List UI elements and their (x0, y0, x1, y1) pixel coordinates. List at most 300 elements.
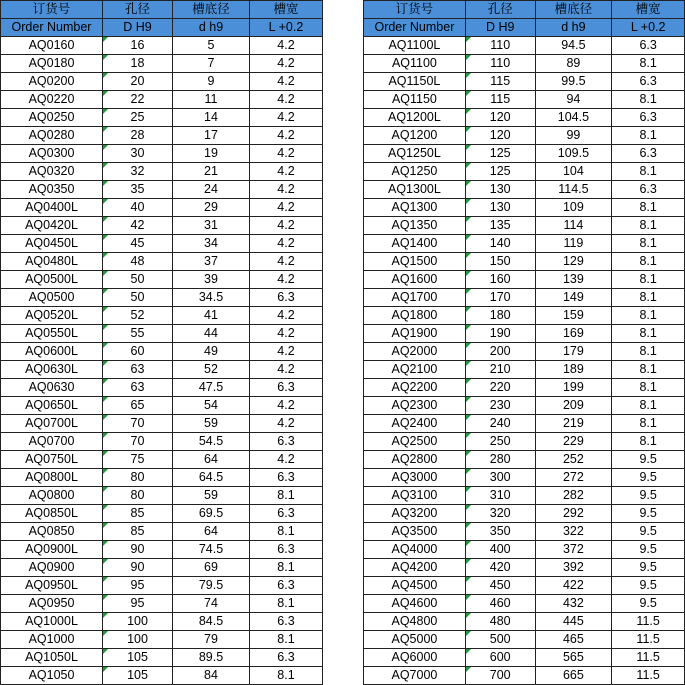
bore-diameter-cell: 22 (103, 91, 173, 109)
order-number-cell: AQ2800 (364, 451, 466, 469)
table-row (1, 577, 323, 595)
groove-width-cell: 4.2 (250, 181, 323, 199)
table-row (364, 109, 685, 127)
groove-width-cell: 4.2 (250, 145, 323, 163)
groove-diameter-cell: 665 (535, 667, 612, 685)
table-row (1, 649, 323, 667)
groove-diameter-cell: 322 (535, 523, 612, 541)
bore-header-en: D H9 (465, 19, 535, 37)
table-row (1, 487, 323, 505)
order-number-cell: AQ4800 (364, 613, 466, 631)
order-number-cell: AQ0250 (1, 109, 103, 127)
groove-diameter-cell: 104.5 (535, 109, 612, 127)
order-number-cell: AQ0480L (1, 253, 103, 271)
left-spec-table (0, 0, 323, 685)
order-number-cell: AQ0520L (1, 307, 103, 325)
table-row (364, 55, 685, 73)
table-row (1, 163, 323, 181)
groove-width-cell: 4.2 (250, 163, 323, 181)
groove-width-cell: 4.2 (250, 91, 323, 109)
table-row (364, 595, 685, 613)
groove-diameter-cell: 64.5 (173, 469, 250, 487)
groove-diameter-cell: 41 (173, 307, 250, 325)
bore-header-en: D H9 (103, 19, 173, 37)
table-row (364, 523, 685, 541)
order-number-cell: AQ0900 (1, 559, 103, 577)
groove-width-cell: 8.1 (612, 415, 685, 433)
groove-width-cell: 6.3 (250, 469, 323, 487)
table-row (1, 127, 323, 145)
bore-diameter-cell: 135 (465, 217, 535, 235)
bore-diameter-cell: 160 (465, 271, 535, 289)
order-number-cell: AQ0500 (1, 289, 103, 307)
groove-diameter-cell: 64 (173, 523, 250, 541)
groove-diameter-cell: 84 (173, 667, 250, 685)
bore-diameter-cell: 500 (465, 631, 535, 649)
groove-diameter-cell: 114.5 (535, 181, 612, 199)
groove-width-header-cn: 槽宽 (612, 1, 685, 19)
groove-diameter-cell: 47.5 (173, 379, 250, 397)
groove-width-cell: 8.1 (612, 289, 685, 307)
groove-diameter-cell: 422 (535, 577, 612, 595)
bore-diameter-cell: 30 (103, 145, 173, 163)
order-number-cell: AQ0550L (1, 325, 103, 343)
table-row (1, 145, 323, 163)
table-row (1, 415, 323, 433)
table-row (364, 307, 685, 325)
bore-diameter-cell: 125 (465, 163, 535, 181)
order-number-cell: AQ0750L (1, 451, 103, 469)
table-row (364, 253, 685, 271)
groove-diameter-cell: 59 (173, 415, 250, 433)
bore-diameter-cell: 150 (465, 253, 535, 271)
bore-diameter-cell: 110 (465, 55, 535, 73)
groove-diameter-header-en: d h9 (173, 19, 250, 37)
groove-diameter-cell: 11 (173, 91, 250, 109)
groove-diameter-cell: 272 (535, 469, 612, 487)
table-row (364, 343, 685, 361)
table-row (364, 667, 685, 685)
table-row (364, 235, 685, 253)
bore-diameter-cell: 210 (465, 361, 535, 379)
groove-width-cell: 8.1 (612, 397, 685, 415)
order-number-cell: AQ1300 (364, 199, 466, 217)
bore-diameter-cell: 52 (103, 307, 173, 325)
table-row (364, 289, 685, 307)
order-number-cell: AQ0950L (1, 577, 103, 595)
table-row (1, 613, 323, 631)
order-number-cell: AQ0630 (1, 379, 103, 397)
groove-diameter-cell: 445 (535, 613, 612, 631)
groove-diameter-cell: 29 (173, 199, 250, 217)
groove-diameter-cell: 21 (173, 163, 250, 181)
table-row (364, 199, 685, 217)
groove-width-cell: 8.1 (612, 55, 685, 73)
groove-width-cell: 6.3 (250, 649, 323, 667)
table-row (364, 397, 685, 415)
groove-width-cell: 9.5 (612, 505, 685, 523)
table-row (364, 541, 685, 559)
table-row (1, 235, 323, 253)
order-number-cell: AQ4200 (364, 559, 466, 577)
groove-width-cell: 4.2 (250, 235, 323, 253)
groove-width-cell: 6.3 (612, 109, 685, 127)
groove-width-cell: 4.2 (250, 37, 323, 55)
groove-diameter-cell: 34 (173, 235, 250, 253)
groove-diameter-cell: 372 (535, 541, 612, 559)
groove-width-header-en: L +0.2 (612, 19, 685, 37)
groove-width-cell: 6.3 (250, 577, 323, 595)
table-row (1, 289, 323, 307)
groove-width-cell: 8.1 (612, 199, 685, 217)
order-number-cell: AQ0900L (1, 541, 103, 559)
groove-diameter-cell: 119 (535, 235, 612, 253)
groove-diameter-cell: 84.5 (173, 613, 250, 631)
order-number-cell: AQ2300 (364, 397, 466, 415)
table-row (1, 469, 323, 487)
groove-width-cell: 8.1 (612, 127, 685, 145)
table-row (364, 487, 685, 505)
bore-diameter-cell: 450 (465, 577, 535, 595)
bore-diameter-cell: 18 (103, 55, 173, 73)
table-row (1, 55, 323, 73)
bore-header-cn: 孔径 (465, 1, 535, 19)
bore-diameter-cell: 140 (465, 235, 535, 253)
table-row (1, 595, 323, 613)
groove-width-cell: 8.1 (250, 487, 323, 505)
groove-width-cell: 8.1 (250, 631, 323, 649)
groove-diameter-cell: 79.5 (173, 577, 250, 595)
groove-width-cell: 4.2 (250, 73, 323, 91)
table-row (1, 271, 323, 289)
groove-width-cell: 9.5 (612, 559, 685, 577)
groove-diameter-cell: 74.5 (173, 541, 250, 559)
groove-diameter-cell: 69.5 (173, 505, 250, 523)
bore-diameter-cell: 25 (103, 109, 173, 127)
groove-diameter-cell: 19 (173, 145, 250, 163)
order-number-cell: AQ1200L (364, 109, 466, 127)
order-number-cell: AQ4600 (364, 595, 466, 613)
table-row (364, 613, 685, 631)
bore-diameter-cell: 85 (103, 505, 173, 523)
table-row (1, 505, 323, 523)
order-number-cell: AQ1900 (364, 325, 466, 343)
groove-diameter-cell: 54.5 (173, 433, 250, 451)
bore-diameter-cell: 600 (465, 649, 535, 667)
bore-diameter-cell: 32 (103, 163, 173, 181)
order-number-cell: AQ0200 (1, 73, 103, 91)
groove-diameter-cell: 49 (173, 343, 250, 361)
table-row (1, 541, 323, 559)
right-table-body (364, 37, 685, 685)
bore-diameter-cell: 95 (103, 577, 173, 595)
right-table-header (364, 1, 685, 37)
groove-diameter-cell: 392 (535, 559, 612, 577)
bore-diameter-cell: 310 (465, 487, 535, 505)
groove-diameter-cell: 99 (535, 127, 612, 145)
order-number-cell: AQ1400 (364, 235, 466, 253)
bore-diameter-cell: 90 (103, 559, 173, 577)
right-spec-table (363, 0, 685, 685)
table-row (364, 361, 685, 379)
table-row (1, 199, 323, 217)
groove-width-cell: 8.1 (612, 217, 685, 235)
groove-diameter-cell: 34.5 (173, 289, 250, 307)
groove-diameter-cell: 169 (535, 325, 612, 343)
bore-diameter-cell: 180 (465, 307, 535, 325)
groove-diameter-cell: 69 (173, 559, 250, 577)
order-number-cell: AQ1300L (364, 181, 466, 199)
groove-diameter-cell: 229 (535, 433, 612, 451)
groove-width-cell: 8.1 (612, 271, 685, 289)
bore-diameter-cell: 170 (465, 289, 535, 307)
bore-diameter-cell: 65 (103, 397, 173, 415)
groove-diameter-cell: 9 (173, 73, 250, 91)
order-number-cell: AQ0450L (1, 235, 103, 253)
table-row (1, 397, 323, 415)
order-number-cell: AQ3200 (364, 505, 466, 523)
groove-width-cell: 8.1 (612, 163, 685, 181)
bore-diameter-cell: 220 (465, 379, 535, 397)
groove-width-cell: 9.5 (612, 577, 685, 595)
bore-diameter-cell: 400 (465, 541, 535, 559)
table-row (364, 145, 685, 163)
groove-width-cell: 11.5 (612, 613, 685, 631)
groove-diameter-cell: 282 (535, 487, 612, 505)
bore-diameter-cell: 60 (103, 343, 173, 361)
groove-diameter-cell: 129 (535, 253, 612, 271)
bore-diameter-cell: 115 (465, 91, 535, 109)
groove-diameter-cell: 219 (535, 415, 612, 433)
bore-diameter-cell: 190 (465, 325, 535, 343)
order-number-cell: AQ0180 (1, 55, 103, 73)
groove-diameter-cell: 114 (535, 217, 612, 235)
table-row (364, 181, 685, 199)
table-row (364, 451, 685, 469)
bore-diameter-cell: 110 (465, 37, 535, 55)
table-row (1, 361, 323, 379)
groove-diameter-cell: 104 (535, 163, 612, 181)
table-row (1, 91, 323, 109)
order-number-header-en: Order Number (364, 19, 466, 37)
groove-diameter-cell: 189 (535, 361, 612, 379)
groove-width-cell: 4.2 (250, 397, 323, 415)
order-number-cell: AQ0650L (1, 397, 103, 415)
bore-diameter-cell: 300 (465, 469, 535, 487)
order-number-cell: AQ1350 (364, 217, 466, 235)
order-number-cell: AQ2200 (364, 379, 466, 397)
order-number-cell: AQ0800 (1, 487, 103, 505)
order-number-cell: AQ1100 (364, 55, 466, 73)
table-row (1, 433, 323, 451)
groove-width-cell: 4.2 (250, 127, 323, 145)
bore-diameter-cell: 700 (465, 667, 535, 685)
table-row (364, 577, 685, 595)
bore-diameter-cell: 45 (103, 235, 173, 253)
table-row (364, 271, 685, 289)
groove-width-cell: 4.2 (250, 55, 323, 73)
groove-diameter-header-en: d h9 (535, 19, 612, 37)
bore-diameter-cell: 350 (465, 523, 535, 541)
order-number-cell: AQ1150 (364, 91, 466, 109)
groove-width-cell: 4.2 (250, 109, 323, 127)
groove-diameter-cell: 54 (173, 397, 250, 415)
table-row (364, 649, 685, 667)
bore-diameter-cell: 230 (465, 397, 535, 415)
order-number-cell: AQ0400L (1, 199, 103, 217)
bore-diameter-cell: 80 (103, 487, 173, 505)
groove-width-cell: 6.3 (250, 379, 323, 397)
bore-diameter-cell: 63 (103, 379, 173, 397)
bore-diameter-cell: 50 (103, 289, 173, 307)
groove-diameter-cell: 159 (535, 307, 612, 325)
order-number-header-cn: 订货号 (364, 1, 466, 19)
table-row (1, 181, 323, 199)
groove-diameter-cell: 52 (173, 361, 250, 379)
groove-width-cell: 11.5 (612, 667, 685, 685)
order-number-cell: AQ1050L (1, 649, 103, 667)
order-number-cell: AQ1250 (364, 163, 466, 181)
table-row (364, 415, 685, 433)
table-row (1, 325, 323, 343)
bore-diameter-cell: 80 (103, 469, 173, 487)
groove-width-cell: 6.3 (250, 433, 323, 451)
groove-width-cell: 8.1 (612, 235, 685, 253)
groove-diameter-cell: 252 (535, 451, 612, 469)
order-number-cell: AQ2000 (364, 343, 466, 361)
groove-diameter-cell: 74 (173, 595, 250, 613)
bore-diameter-cell: 75 (103, 451, 173, 469)
groove-width-cell: 8.1 (250, 559, 323, 577)
order-number-cell: AQ1050 (1, 667, 103, 685)
table-row (1, 379, 323, 397)
bore-diameter-cell: 95 (103, 595, 173, 613)
order-number-cell: AQ0700 (1, 433, 103, 451)
groove-width-cell: 9.5 (612, 469, 685, 487)
order-number-cell: AQ0700L (1, 415, 103, 433)
groove-diameter-header-cn: 槽底径 (173, 1, 250, 19)
table-row (1, 253, 323, 271)
groove-diameter-cell: 292 (535, 505, 612, 523)
groove-diameter-cell: 17 (173, 127, 250, 145)
table-row (364, 379, 685, 397)
groove-diameter-cell: 94.5 (535, 37, 612, 55)
order-number-cell: AQ3000 (364, 469, 466, 487)
table-row (1, 631, 323, 649)
table-row (364, 73, 685, 91)
groove-width-cell: 8.1 (612, 307, 685, 325)
order-number-cell: AQ0320 (1, 163, 103, 181)
order-number-cell: AQ0630L (1, 361, 103, 379)
table-row (364, 37, 685, 55)
bore-diameter-cell: 40 (103, 199, 173, 217)
groove-width-cell: 8.1 (250, 595, 323, 613)
bore-diameter-cell: 50 (103, 271, 173, 289)
bore-header-cn: 孔径 (103, 1, 173, 19)
groove-width-header-en: L +0.2 (250, 19, 323, 37)
groove-width-cell: 9.5 (612, 451, 685, 469)
table-row (364, 559, 685, 577)
groove-width-cell: 6.3 (250, 541, 323, 559)
groove-width-cell: 9.5 (612, 541, 685, 559)
table-row (1, 559, 323, 577)
groove-width-cell: 8.1 (612, 325, 685, 343)
groove-width-cell: 6.3 (612, 181, 685, 199)
order-number-cell: AQ0160 (1, 37, 103, 55)
groove-width-cell: 8.1 (612, 361, 685, 379)
order-number-cell: AQ4500 (364, 577, 466, 595)
groove-diameter-cell: 24 (173, 181, 250, 199)
groove-width-header-cn: 槽宽 (250, 1, 323, 19)
bore-diameter-cell: 420 (465, 559, 535, 577)
groove-width-cell: 8.1 (612, 343, 685, 361)
groove-width-cell: 8.1 (612, 253, 685, 271)
groove-diameter-cell: 89.5 (173, 649, 250, 667)
table-row (1, 307, 323, 325)
groove-width-cell: 6.3 (612, 145, 685, 163)
bore-diameter-cell: 120 (465, 109, 535, 127)
bore-diameter-cell: 320 (465, 505, 535, 523)
bore-diameter-cell: 480 (465, 613, 535, 631)
groove-width-cell: 11.5 (612, 649, 685, 667)
order-number-cell: AQ3500 (364, 523, 466, 541)
table-row (364, 505, 685, 523)
bore-diameter-cell: 460 (465, 595, 535, 613)
groove-diameter-cell: 209 (535, 397, 612, 415)
groove-diameter-cell: 109 (535, 199, 612, 217)
order-number-cell: AQ0950 (1, 595, 103, 613)
bore-diameter-cell: 120 (465, 127, 535, 145)
table-row (1, 451, 323, 469)
groove-diameter-cell: 199 (535, 379, 612, 397)
table-row (1, 73, 323, 91)
order-number-cell: AQ0800L (1, 469, 103, 487)
groove-diameter-cell: 7 (173, 55, 250, 73)
groove-width-cell: 4.2 (250, 217, 323, 235)
table-row (1, 37, 323, 55)
table-row (364, 433, 685, 451)
order-number-cell: AQ0420L (1, 217, 103, 235)
order-number-cell: AQ0280 (1, 127, 103, 145)
groove-width-cell: 4.2 (250, 343, 323, 361)
order-number-cell: AQ0350 (1, 181, 103, 199)
table-row (1, 343, 323, 361)
order-number-cell: AQ4000 (364, 541, 466, 559)
groove-diameter-cell: 39 (173, 271, 250, 289)
groove-diameter-cell: 89 (535, 55, 612, 73)
groove-diameter-header-cn: 槽底径 (535, 1, 612, 19)
bore-diameter-cell: 70 (103, 433, 173, 451)
bore-diameter-cell: 20 (103, 73, 173, 91)
groove-width-cell: 6.3 (612, 73, 685, 91)
order-number-cell: AQ1200 (364, 127, 466, 145)
groove-diameter-cell: 64 (173, 451, 250, 469)
order-number-cell: AQ1800 (364, 307, 466, 325)
groove-width-cell: 4.2 (250, 271, 323, 289)
bore-diameter-cell: 105 (103, 649, 173, 667)
order-number-header-en: Order Number (1, 19, 103, 37)
bore-diameter-cell: 280 (465, 451, 535, 469)
order-number-cell: AQ1600 (364, 271, 466, 289)
left-table-body (1, 37, 323, 685)
groove-diameter-cell: 149 (535, 289, 612, 307)
bore-diameter-cell: 250 (465, 433, 535, 451)
groove-width-cell: 9.5 (612, 487, 685, 505)
table-row (364, 91, 685, 109)
bore-diameter-cell: 28 (103, 127, 173, 145)
groove-diameter-cell: 79 (173, 631, 250, 649)
order-number-cell: AQ6000 (364, 649, 466, 667)
